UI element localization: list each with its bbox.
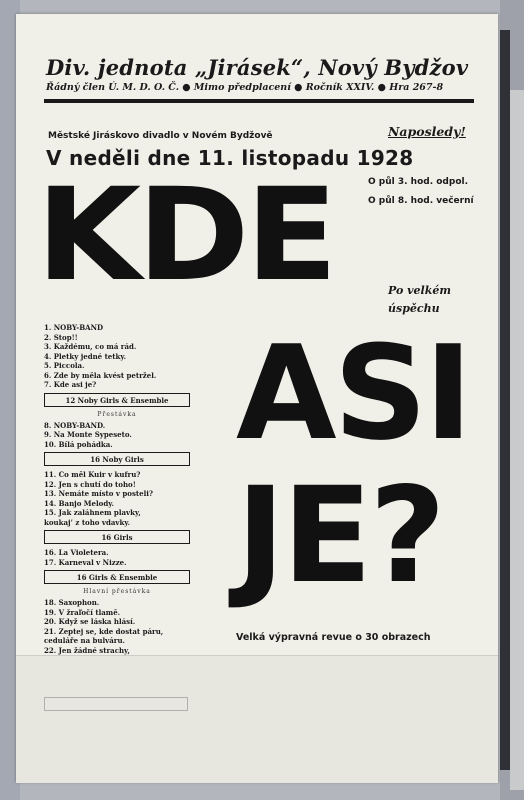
program-item: 14. Banjo Melody. [44, 498, 114, 508]
success-line-2: úspěchu [388, 302, 440, 315]
last-time-label: Naposledy! [388, 124, 466, 139]
program-item: 21. Zeptej se, kde dostat páru, [44, 626, 164, 636]
program-item: ceduláře na bulváru. [44, 636, 125, 645]
program-item: 15. Jak zaláhnem plavky, [44, 508, 141, 517]
time-afternoon: O půl 3. hod. odpol. [368, 177, 469, 187]
time-evening: O půl 8. hod. večerní [368, 196, 474, 206]
program-item: 3. Každému, co má rád. [44, 342, 137, 351]
intermission-label: Hlavní přestávka [83, 588, 151, 595]
program-item: 22. Jen žádné strachy, [44, 645, 130, 655]
title-word-je: JE? [236, 459, 443, 613]
title-word-asi: ASI [236, 317, 470, 469]
program-item: 17. Karneval v Nizze. [44, 557, 127, 567]
title-word-kde: KDE [36, 161, 334, 310]
performer-box: 12 Noby Girls & Ensemble [44, 393, 190, 407]
date-line: V neděli dne 11. listopadu 1928 [46, 146, 414, 170]
background-binder-edge [500, 30, 510, 770]
program-item: 6. Zde by měla kvést petržel. [44, 370, 157, 380]
program-item: 1. NOBY-BAND [44, 323, 104, 332]
program-item: 7. Kde asi je? [44, 380, 97, 389]
intermission-label: Přestávka [97, 410, 137, 418]
program-item: 4. Pletky jedné tetky. [44, 351, 127, 361]
program-item: 13. Nemáte místo v posteli? [44, 489, 153, 498]
program-item: 8. NOBY-BAND. [44, 420, 106, 430]
program-item: 18. Saxophon. [44, 598, 100, 607]
program-item: 19. V žraľočí tlamě. [44, 607, 121, 617]
performer-box: 16 Noby Girls [44, 452, 190, 466]
program-item: 11. Co měl Kuir v kufru? [44, 470, 141, 479]
success-line-1: Po velkém [388, 284, 451, 297]
program-item: 16. La Violetera. [44, 548, 109, 557]
program-item: 20. Když se láska hlásí. [44, 617, 136, 626]
program-item: koukaj’ z toho vdavky. [44, 517, 131, 527]
performer-box: 16 Girls [44, 530, 190, 544]
footer-revue: Velká výpravná revue o 30 obrazech [236, 632, 431, 643]
background-adjacent-sheet [510, 90, 524, 790]
program-item: 5. Piccola. [44, 361, 85, 370]
theatre-name: Městské Jiráskovo divadlo v Novém Bydžově [48, 131, 273, 141]
program-list [44, 323, 194, 655]
header-rule [44, 99, 474, 103]
program-item: 12. Jen s chutí do toho! [44, 479, 136, 489]
header-title: Div. jednota „Jirásek“, Nový Bydžov [46, 55, 469, 80]
show-through-box [44, 697, 188, 711]
header-subtitle: Řádný člen Ú. M. D. O. Č. ● Mimo předplacení ● Ročník XXIV. ● Hra 267-8 [46, 82, 444, 93]
program-item: 2. Stop!! [44, 332, 78, 342]
poster-folded-flap [16, 655, 498, 783]
program-item: 10. Bílá pohádka. [44, 439, 113, 449]
performer-box: 16 Girls & Ensemble [44, 570, 190, 584]
program-item: 9. Na Monte Sypeseto. [44, 430, 132, 439]
